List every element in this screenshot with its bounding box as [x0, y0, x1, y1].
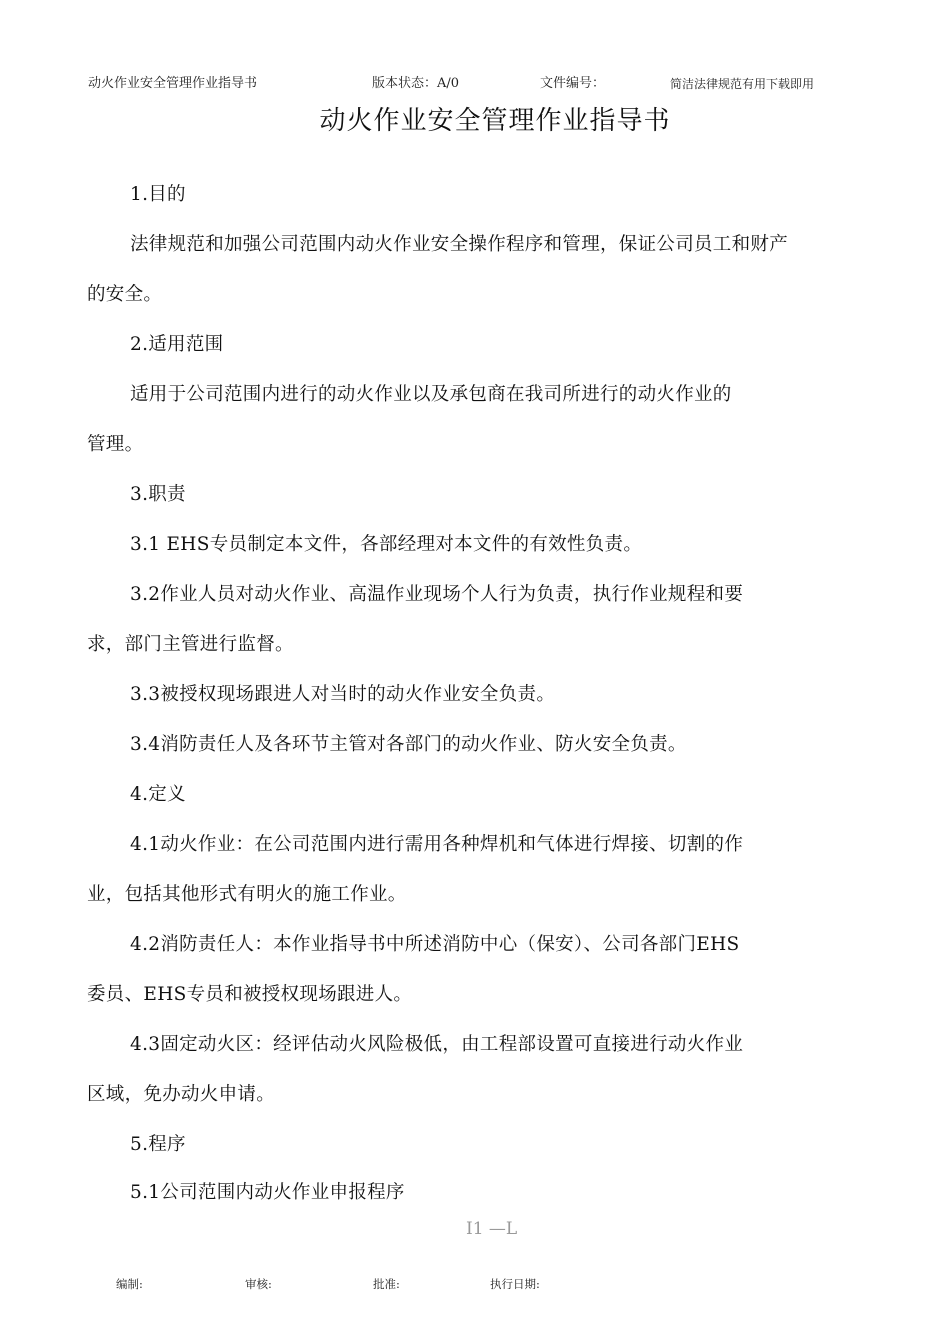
page-number: I1 —L — [466, 1219, 518, 1239]
heading-responsibilities: 3.职责 — [130, 484, 186, 505]
paragraph-line: 3.4消防责任人及各环节主管对各部门的动火作业、防火安全负责。 — [130, 734, 687, 755]
paragraph-line: 3.1 EHS专员制定本文件，各部经理对本文件的有效性负责。 — [130, 534, 643, 555]
paragraph-line: 区域，免办动火申请。 — [87, 1084, 276, 1105]
footer-approved: 批准: — [373, 1277, 400, 1291]
paragraph-line: 4.2消防责任人：本作业指导书中所述消防中心（保安）、公司各部门EHS — [130, 934, 740, 955]
document-title: 动火作业安全管理作业指导书 — [319, 106, 671, 136]
paragraph-line: 法律规范和加强公司范围内动火作业安全操作程序和管理，保证公司员工和财产 — [130, 234, 789, 255]
header-version: 版本状态：A/0 — [372, 76, 460, 91]
footer-exec-date: 执行日期: — [490, 1277, 540, 1291]
paragraph-line: 业，包括其他形式有明火的施工作业。 — [87, 884, 407, 905]
footer-compiled: 编制: — [116, 1277, 143, 1291]
heading-definitions: 4.定义 — [130, 784, 186, 805]
paragraph-line: 5.1公司范围内动火作业申报程序 — [130, 1182, 405, 1203]
paragraph-line: 3.2作业人员对动火作业、高温作业现场个人行为负责，执行作业规程和要 — [130, 584, 744, 605]
header-note: 简洁法律规范有用下载即用 — [670, 77, 815, 91]
paragraph-line: 4.1动火作业：在公司范围内进行需用各种焊机和气体进行焊接、切割的作 — [130, 834, 744, 855]
footer-reviewed: 审核: — [245, 1277, 272, 1291]
paragraph-line: 3.3被授权现场跟进人对当时的动火作业安全负责。 — [130, 684, 556, 705]
heading-scope: 2.适用范围 — [130, 334, 224, 355]
header-doc-name: 动火作业安全管理作业指导书 — [88, 76, 258, 91]
paragraph-line: 委员、EHS专员和被授权现场跟进人。 — [87, 984, 413, 1005]
paragraph-line: 求，部门主管进行监督。 — [87, 634, 294, 655]
heading-purpose: 1.目的 — [130, 184, 186, 205]
paragraph-line: 的安全。 — [87, 284, 163, 305]
header-file-number: 文件编号： — [540, 76, 606, 91]
paragraph-line: 4.3固定动火区：经评估动火风险极低，由工程部设置可直接进行动火作业 — [130, 1034, 744, 1055]
paragraph-line: 适用于公司范围内进行的动火作业以及承包商在我司所进行的动火作业的 — [130, 384, 732, 405]
paragraph-line: 管理。 — [87, 434, 144, 455]
heading-procedure: 5.程序 — [130, 1134, 186, 1155]
